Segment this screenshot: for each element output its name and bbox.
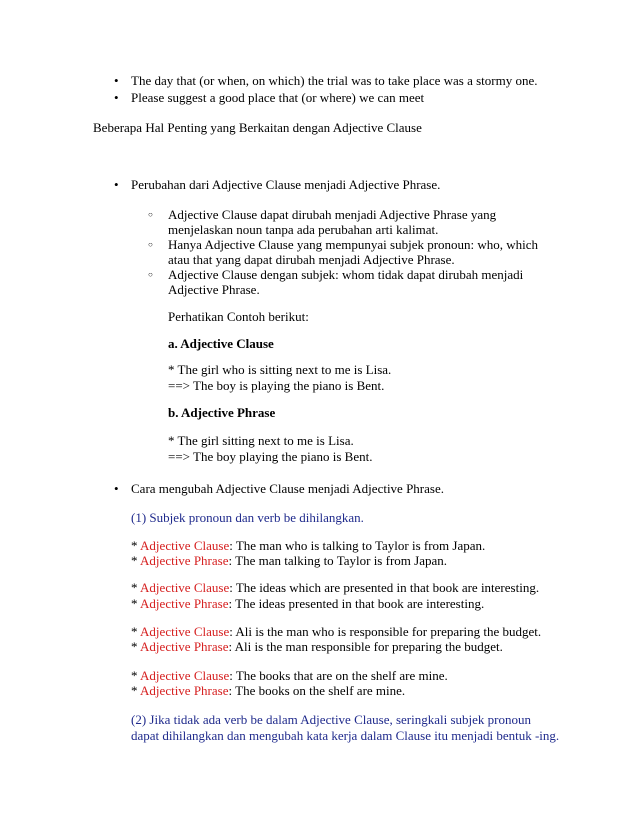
subitem-2-line2: atau that yang dapat dirubah menjadi Adjective Phrase. [168, 252, 455, 267]
example-4-clause: * Adjective Clause: The books that are on the shelf are mine. [131, 668, 448, 683]
section2-bullet: Cara mengubah Adjective Clause menjadi Adjective Phrase. [131, 481, 444, 496]
phrase-example-1: * The girl sitting next to me is Lisa. [168, 433, 354, 448]
example-3-clause: * Adjective Clause: Ali is the man who is responsible for preparing the budget. [131, 624, 542, 639]
example-intro: Perhatikan Contoh berikut: [168, 309, 309, 324]
clause-example-1: * The girl who is sitting next to me is Lisa. [168, 362, 392, 377]
subitem-1-line1: Adjective Clause dapat dirubah menjadi Adjective Phrase yang [168, 207, 497, 222]
phrase-example-2: ==> The boy playing the piano is Bent. [168, 449, 373, 464]
clause-heading: a. Adjective Clause [168, 336, 274, 351]
square-bullet-icon: ○ [148, 270, 153, 279]
subitem-2-line1: Hanya Adjective Clause yang mempunyai subjek pronoun: who, which [168, 237, 539, 252]
rule-1: (1) Subjek pronoun dan verb be dihilangkan. [131, 510, 364, 525]
example-1-clause: * Adjective Clause: The man who is talking to Taylor is from Japan. [131, 538, 486, 553]
intro-bullet-2: Please suggest a good place that (or where) we can meet [131, 90, 425, 105]
subitem-3-line2: Adjective Phrase. [168, 282, 260, 297]
square-bullet-icon: ○ [148, 210, 153, 219]
bullet-dot: • [114, 177, 119, 192]
section1-bullet: Perubahan dari Adjective Clause menjadi Adjective Phrase. [131, 177, 441, 192]
rule-2-line2: dapat dihilangkan dan mengubah kata kerja dalam Clause itu menjadi bentuk -ing. [131, 728, 560, 743]
section-heading: Beberapa Hal Penting yang Berkaitan dengan Adjective Clause [93, 120, 422, 135]
phrase-heading: b. Adjective Phrase [168, 405, 276, 420]
bullet-dot: • [114, 481, 119, 496]
example-1-phrase: * Adjective Phrase: The man talking to Taylor is from Japan. [131, 553, 447, 568]
example-2-clause: * Adjective Clause: The ideas which are presented in that book are interesting. [131, 580, 540, 595]
intro-bullet-1: The day that (or when, on which) the trial was to take place was a stormy one. [131, 73, 538, 88]
rule-2-line1: (2) Jika tidak ada verb be dalam Adjective Clause, seringkali subjek pronoun [131, 712, 531, 727]
clause-example-2: ==> The boy is playing the piano is Bent. [168, 378, 385, 393]
example-3-phrase: * Adjective Phrase: Ali is the man responsible for preparing the budget. [131, 639, 503, 654]
example-4-phrase: * Adjective Phrase: The books on the shelf are mine. [131, 683, 406, 698]
subitem-3-line1: Adjective Clause dengan subjek: whom tidak dapat dirubah menjadi [168, 267, 524, 282]
bullet-dot: • [114, 90, 119, 105]
subitem-1-line2: menjelaskan noun tanpa ada perubahan arti kalimat. [168, 222, 439, 237]
square-bullet-icon: ○ [148, 240, 153, 249]
example-2-phrase: * Adjective Phrase: The ideas presented in that book are interesting. [131, 596, 485, 611]
bullet-dot: • [114, 73, 119, 88]
